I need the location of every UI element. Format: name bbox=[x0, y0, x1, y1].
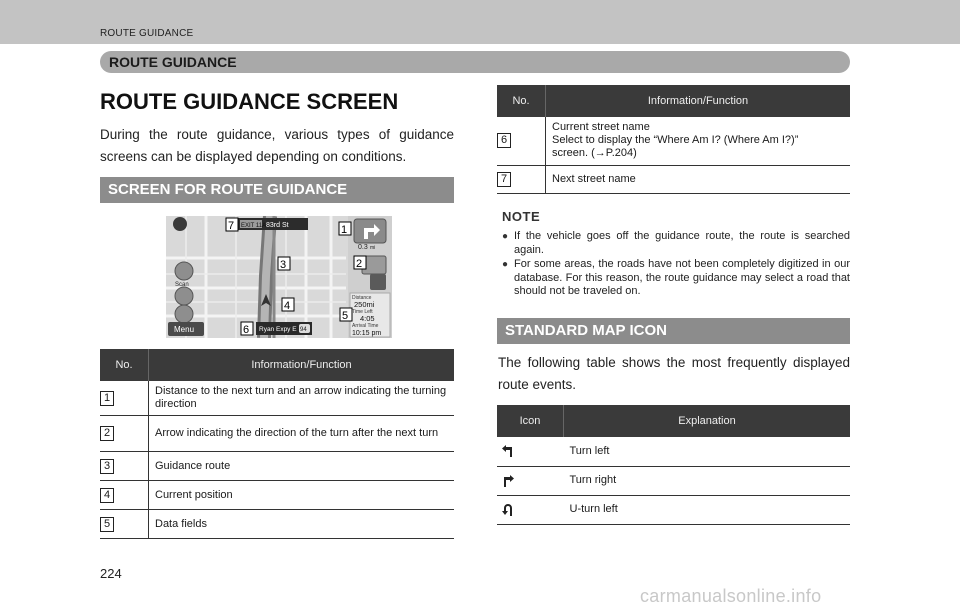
callout-5: 5 bbox=[342, 310, 349, 322]
bullet-icon: ● bbox=[502, 231, 509, 242]
row-text-line: Current street name bbox=[552, 121, 650, 134]
row-number-badge: 6 bbox=[497, 133, 511, 148]
note-title: NOTE bbox=[502, 209, 541, 224]
row-text: Turn right bbox=[564, 466, 851, 495]
page-title: ROUTE GUIDANCE SCREEN bbox=[100, 89, 399, 114]
turn-right-icon bbox=[501, 474, 515, 488]
map-turn-distance: 0.3 bbox=[358, 244, 368, 251]
callout-1: 1 bbox=[341, 224, 348, 236]
subsection-standard-map-icon bbox=[497, 318, 850, 344]
map-current-street: Ryan Expy E bbox=[259, 326, 297, 333]
callout-3: 3 bbox=[280, 259, 287, 271]
callout-6: 6 bbox=[243, 324, 250, 336]
callout-7: 7 bbox=[228, 220, 235, 232]
route-guidance-screen-image bbox=[166, 216, 392, 338]
table-row bbox=[100, 481, 454, 510]
table-row bbox=[497, 117, 850, 165]
map-arrival-value: 10:15 pm bbox=[352, 330, 382, 337]
turn-left-icon bbox=[501, 444, 515, 458]
page-header-bar bbox=[0, 0, 960, 44]
table-row bbox=[497, 466, 850, 495]
map-menu-label: Menu bbox=[174, 325, 195, 334]
row-text-line: Select to display the “Where Am I? (Where Am I?)” bbox=[552, 134, 799, 147]
table-row bbox=[497, 165, 850, 193]
table-row bbox=[100, 510, 454, 539]
table3-header-explanation: Explanation bbox=[564, 405, 851, 437]
table-row bbox=[100, 381, 454, 416]
callout-2: 2 bbox=[356, 258, 363, 270]
watermark: carmanualsonline.info bbox=[640, 586, 822, 606]
table1-header-info: Information/Function bbox=[149, 349, 455, 381]
row-number-badge: 2 bbox=[100, 426, 114, 441]
row-number-badge: 4 bbox=[100, 488, 114, 503]
standard-icon-intro: The following table shows the most frequently displayed route events. bbox=[498, 355, 850, 392]
note-list bbox=[502, 230, 850, 300]
subsection-title: STANDARD MAP ICON bbox=[505, 322, 667, 339]
map-road-shield: 94 bbox=[300, 327, 307, 333]
map-distance-value: 250mi bbox=[354, 300, 375, 309]
row-text-line: screen. (→P.204) bbox=[552, 147, 637, 160]
table-row bbox=[497, 495, 850, 524]
table3-header-icon: Icon bbox=[497, 405, 564, 437]
row-text: Turn left bbox=[564, 437, 851, 466]
subsection-screen-for-route-guidance bbox=[100, 177, 454, 203]
info-table-1 bbox=[100, 349, 454, 539]
row-text: U-turn left bbox=[564, 495, 851, 524]
row-number-badge: 3 bbox=[100, 459, 114, 474]
row-number-badge: 5 bbox=[100, 517, 114, 532]
row-text: Data fields bbox=[149, 510, 455, 539]
row-text: Distance to the next turn and an arrow indicating the turning direction bbox=[149, 381, 455, 416]
map-exit-label: EXIT 11A bbox=[241, 223, 267, 229]
page-header-label: ROUTE GUIDANCE bbox=[100, 28, 194, 39]
note-item: ● If the vehicle goes off the guidance route, the route is searched again. bbox=[502, 230, 850, 256]
row-number-badge: 1 bbox=[100, 391, 114, 406]
row-number-badge: 7 bbox=[497, 172, 511, 187]
callout-4: 4 bbox=[284, 300, 291, 312]
map-turn-distance-unit: mi bbox=[370, 245, 376, 251]
section-title: ROUTE GUIDANCE bbox=[109, 54, 237, 70]
map-distance-label: Distance bbox=[352, 295, 372, 301]
row-text: Arrow indicating the direction of the turn after the next turn bbox=[149, 416, 455, 452]
map-illustration bbox=[166, 216, 392, 338]
row-text: Current position bbox=[149, 481, 455, 510]
table2-header-info: Information/Function bbox=[546, 85, 851, 117]
row-text: Guidance route bbox=[149, 452, 455, 481]
icon-table bbox=[497, 405, 850, 525]
row-text: Next street name bbox=[546, 165, 851, 193]
table-row bbox=[100, 452, 454, 481]
intro-paragraph: During the route guidance, various types of guidance screens can be displayed depending on conditions. bbox=[100, 127, 454, 164]
map-time-left-value: 4:05 bbox=[360, 314, 375, 323]
subsection-title: SCREEN FOR ROUTE GUIDANCE bbox=[108, 181, 348, 198]
table1-header-no: No. bbox=[100, 349, 149, 381]
table-row bbox=[497, 437, 850, 466]
map-next-street: 83rd St bbox=[266, 222, 289, 229]
map-arrival-label: Arrival Time bbox=[352, 323, 379, 329]
table2-header-no: No. bbox=[497, 85, 546, 117]
map-scan-label: Scan bbox=[175, 282, 189, 288]
map-time-left-label: Time Left bbox=[352, 309, 373, 315]
note-item: ● For some areas, the roads have not been completely digitized in our database. For this reason, the route guidance may select a road that should not be traveled on. bbox=[502, 258, 850, 297]
u-turn-left-icon bbox=[501, 503, 515, 517]
section-title-pill bbox=[100, 51, 850, 73]
page-number: 224 bbox=[100, 566, 122, 581]
info-table-2 bbox=[497, 85, 850, 194]
bullet-icon: ● bbox=[502, 259, 509, 270]
table-row bbox=[100, 416, 454, 452]
